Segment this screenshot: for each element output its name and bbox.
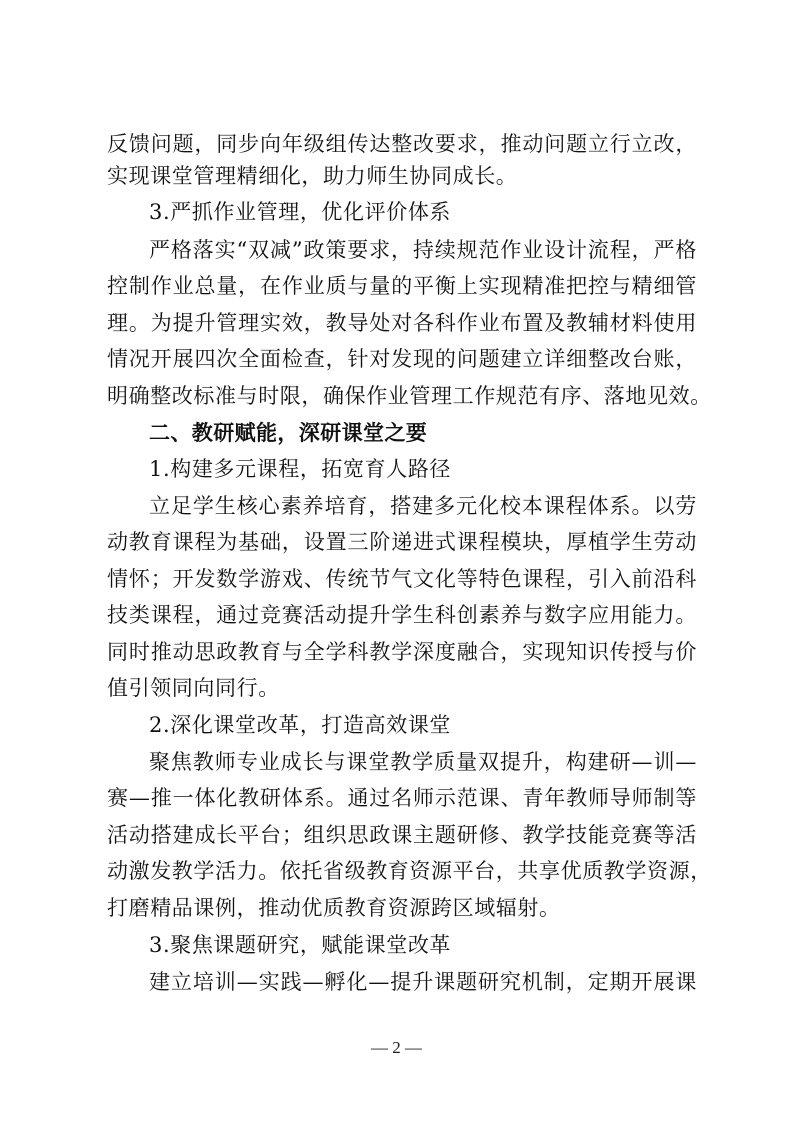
- paragraph-line: 反馈问题，同步向年级组传达整改要求，推动问题立行立改，: [107, 132, 697, 156]
- paragraph-line: 情况开展四次全面检查，针对发现的问题建立详细整改台账，: [107, 347, 697, 371]
- paragraph-line: 动激发教学活力。依托省级教育资源平台，共享优质教学资源，: [107, 859, 712, 883]
- paragraph-line: 值引领同向同行。: [107, 676, 280, 700]
- section-heading: 二、教研赋能，深研课堂之要: [149, 421, 428, 445]
- paragraph-line: 同时推动思政教育与全学科教学深度融合，实现知识传授与价: [107, 640, 697, 664]
- paragraph-line: 立足学生核心素养培育，搭建多元化校本课程体系。以劳: [149, 494, 697, 518]
- subsection-title: 3.严抓作业管理，优化评价体系: [149, 200, 452, 224]
- paragraph-line: 活动搭建成长平台；组织思政课主题研修、教学技能竞赛等活: [107, 823, 697, 847]
- paragraph-line: 情怀；开发数学游戏、传统节气文化等特色课程，引入前沿科: [107, 567, 697, 591]
- page-number: — 2 —: [371, 1038, 422, 1057]
- paragraph-line: 控制作业总量，在作业质与量的平衡上实现精准把控与精细管: [107, 274, 697, 298]
- paragraph-line: 理。为提升管理实效，教导处对各科作业布置及教辅材料使用: [107, 311, 697, 335]
- paragraph-line: 聚焦教师专业成长与课堂教学质量双提升，构建研—训—: [149, 750, 697, 774]
- subsection-title: 1.构建多元课程，拓宽育人路径: [149, 457, 452, 481]
- paragraph-line: 打磨精品课例，推动优质教育资源跨区域辐射。: [107, 896, 561, 920]
- paragraph-line: 动教育课程为基础，设置三阶递进式课程模块，厚植学生劳动: [107, 530, 697, 554]
- paragraph-line: 建立培训—实践—孵化—提升课题研究机制，定期开展课: [149, 970, 697, 994]
- paragraph-line: 技类课程，通过竞赛活动提升学生科创素养与数字应用能力。: [107, 603, 697, 627]
- paragraph-line: 赛—推一体化教研体系。通过名师示范课、青年教师导师制等: [107, 786, 697, 810]
- paragraph-line: 严格落实“双减”政策要求，持续规范作业设计流程，严格: [149, 238, 697, 262]
- paragraph-line: 明确整改标准与时限，确保作业管理工作规范有序、落地见效。: [107, 384, 712, 408]
- subsection-title: 3.聚焦课题研究，赋能课堂改革: [149, 933, 452, 957]
- paragraph-line: 实现课堂管理精细化，助力师生协同成长。: [107, 164, 518, 188]
- subsection-title: 2.深化课堂改革，打造高效课堂: [149, 713, 452, 737]
